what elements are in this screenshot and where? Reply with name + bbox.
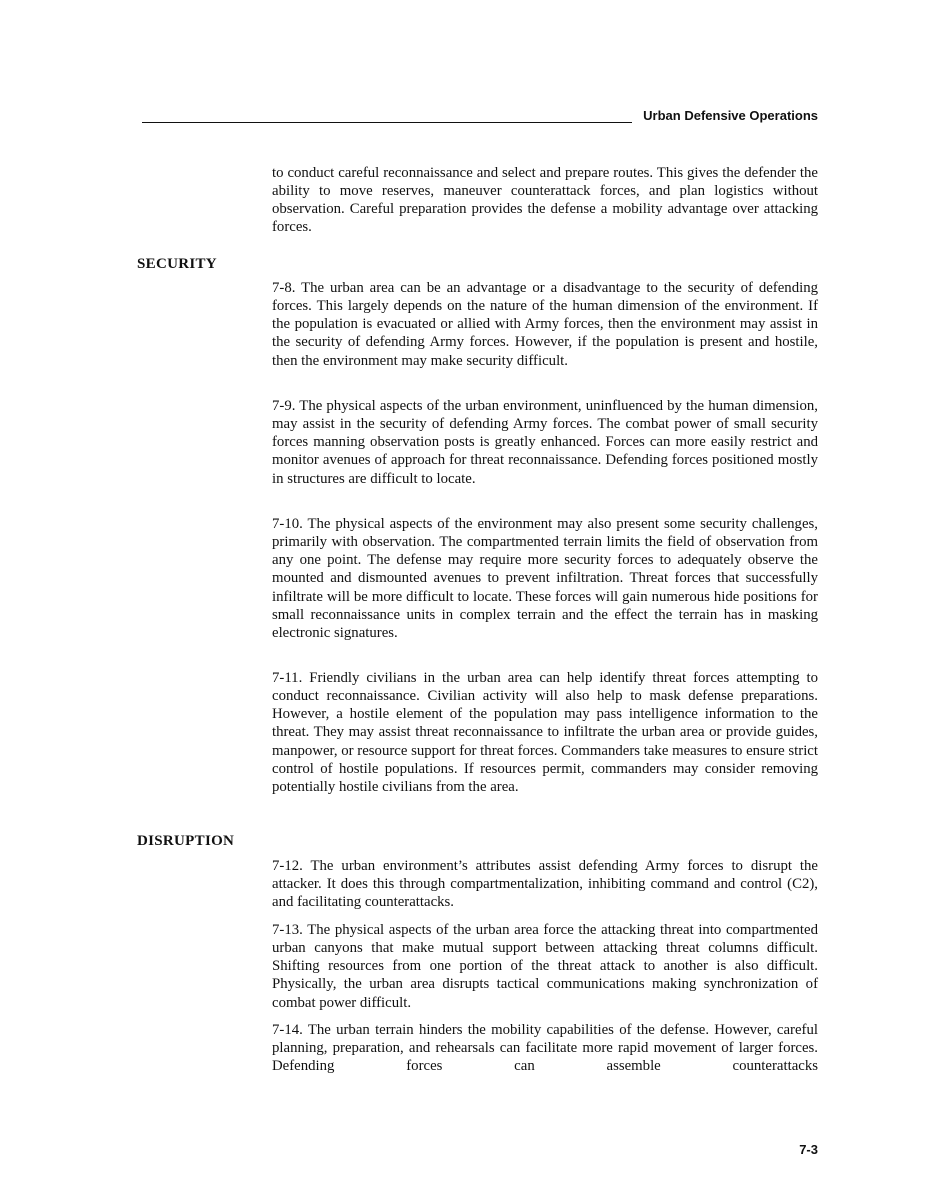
- section-heading-disruption: DISRUPTION: [137, 833, 235, 849]
- paragraph-7-11-block: [272, 669, 818, 796]
- paragraph-7-9-block: [272, 397, 818, 488]
- paragraph-7-14: 7-14. The urban terrain hinders the mobility capabilities of the defense. However, careful planning, preparation, and rehearsals can facilitate more rapid movement of larger forces. Defending forces can assemble counterattacks: [272, 1022, 818, 1075]
- page-number: 7-3: [799, 1142, 818, 1157]
- paragraph-7-10: 7-10. The physical aspects of the environment may also present some security challenges, primarily with observation. The compartmented terrain limits the field of observation from any one point. The defense may require more security forces to adequately observe the mounted and dismounted avenues to prevent infiltration. Threat forces that successfully infiltrate will be more difficult to locate. These forces will gain numerous hide positions for small reconnaissance units in complex terrain and the effect the terrain has in masking electronic signatures.: [272, 516, 818, 641]
- paragraph-7-11: 7-11. Friendly civilians in the urban area can help identify threat forces attempting to conduct reconnaissance. Civilian activity will also help to mask defense preparations. However, a hostile element of the population may pass intelligence information to the threat. They may assist threat reconnaissance to infiltrate the urban area or provide guides, manpower, or resource support for threat forces. Commanders take measures to ensure strict control of hostile populations. If resources permit, commanders may consider removing potentially hostile civilians from the area.: [272, 670, 818, 795]
- paragraph-7-12-block: [272, 857, 818, 911]
- paragraph-continued: to conduct careful reconnaissance and select and prepare routes. This gives the defender the ability to move reserves, maneuver counterattack forces, and plan logistics without observation. Careful preparation provides the defense a mobility advantage over attacking forces.: [272, 165, 818, 236]
- paragraph-7-8: 7-8. The urban area can be an advantage or a disadvantage to the security of defending forces. This largely depends on the nature of the human dimension of the environment. If the population is evacuated or allied with Army forces, then the environment may assist in the security of defending Army forces. However, if the population is present and hostile, then the environment may make security difficult.: [272, 280, 818, 369]
- paragraph-7-13-block: [272, 921, 818, 1012]
- running-header-title: Urban Defensive Operations: [643, 108, 818, 123]
- continuation-paragraph-block: [272, 164, 818, 237]
- paragraph-7-13: 7-13. The physical aspects of the urban area force the attacking threat into compartmented urban canyons that make mutual support between attacking threat columns difficult. Shifting resources from one portion of the threat attack to another is also difficult. Physically, the urban area disrupts tactical communications making synchronization of combat power difficult.: [272, 922, 818, 1011]
- header-rule: [142, 122, 632, 123]
- section-heading-security: SECURITY: [137, 256, 217, 272]
- paragraph-7-12: 7-12. The urban environment’s attributes assist defending Army forces to disrupt the attacker. It does this through compartmentalization, inhibiting command and control (C2), and facilitating counterattacks.: [272, 858, 818, 911]
- paragraph-7-9: 7-9. The physical aspects of the urban environment, uninfluenced by the human dimension, may assist in the security of defending Army forces. The combat power of small security forces manning observation posts is greatly enhanced. Forces can more easily restrict and monitor avenues of approach for threat reconnaissance. Defending forces positioned mostly in structures are difficult to locate.: [272, 398, 818, 487]
- paragraph-7-10-block: [272, 515, 818, 642]
- paragraph-7-14-block: [272, 1021, 818, 1075]
- paragraph-7-8-block: [272, 279, 818, 370]
